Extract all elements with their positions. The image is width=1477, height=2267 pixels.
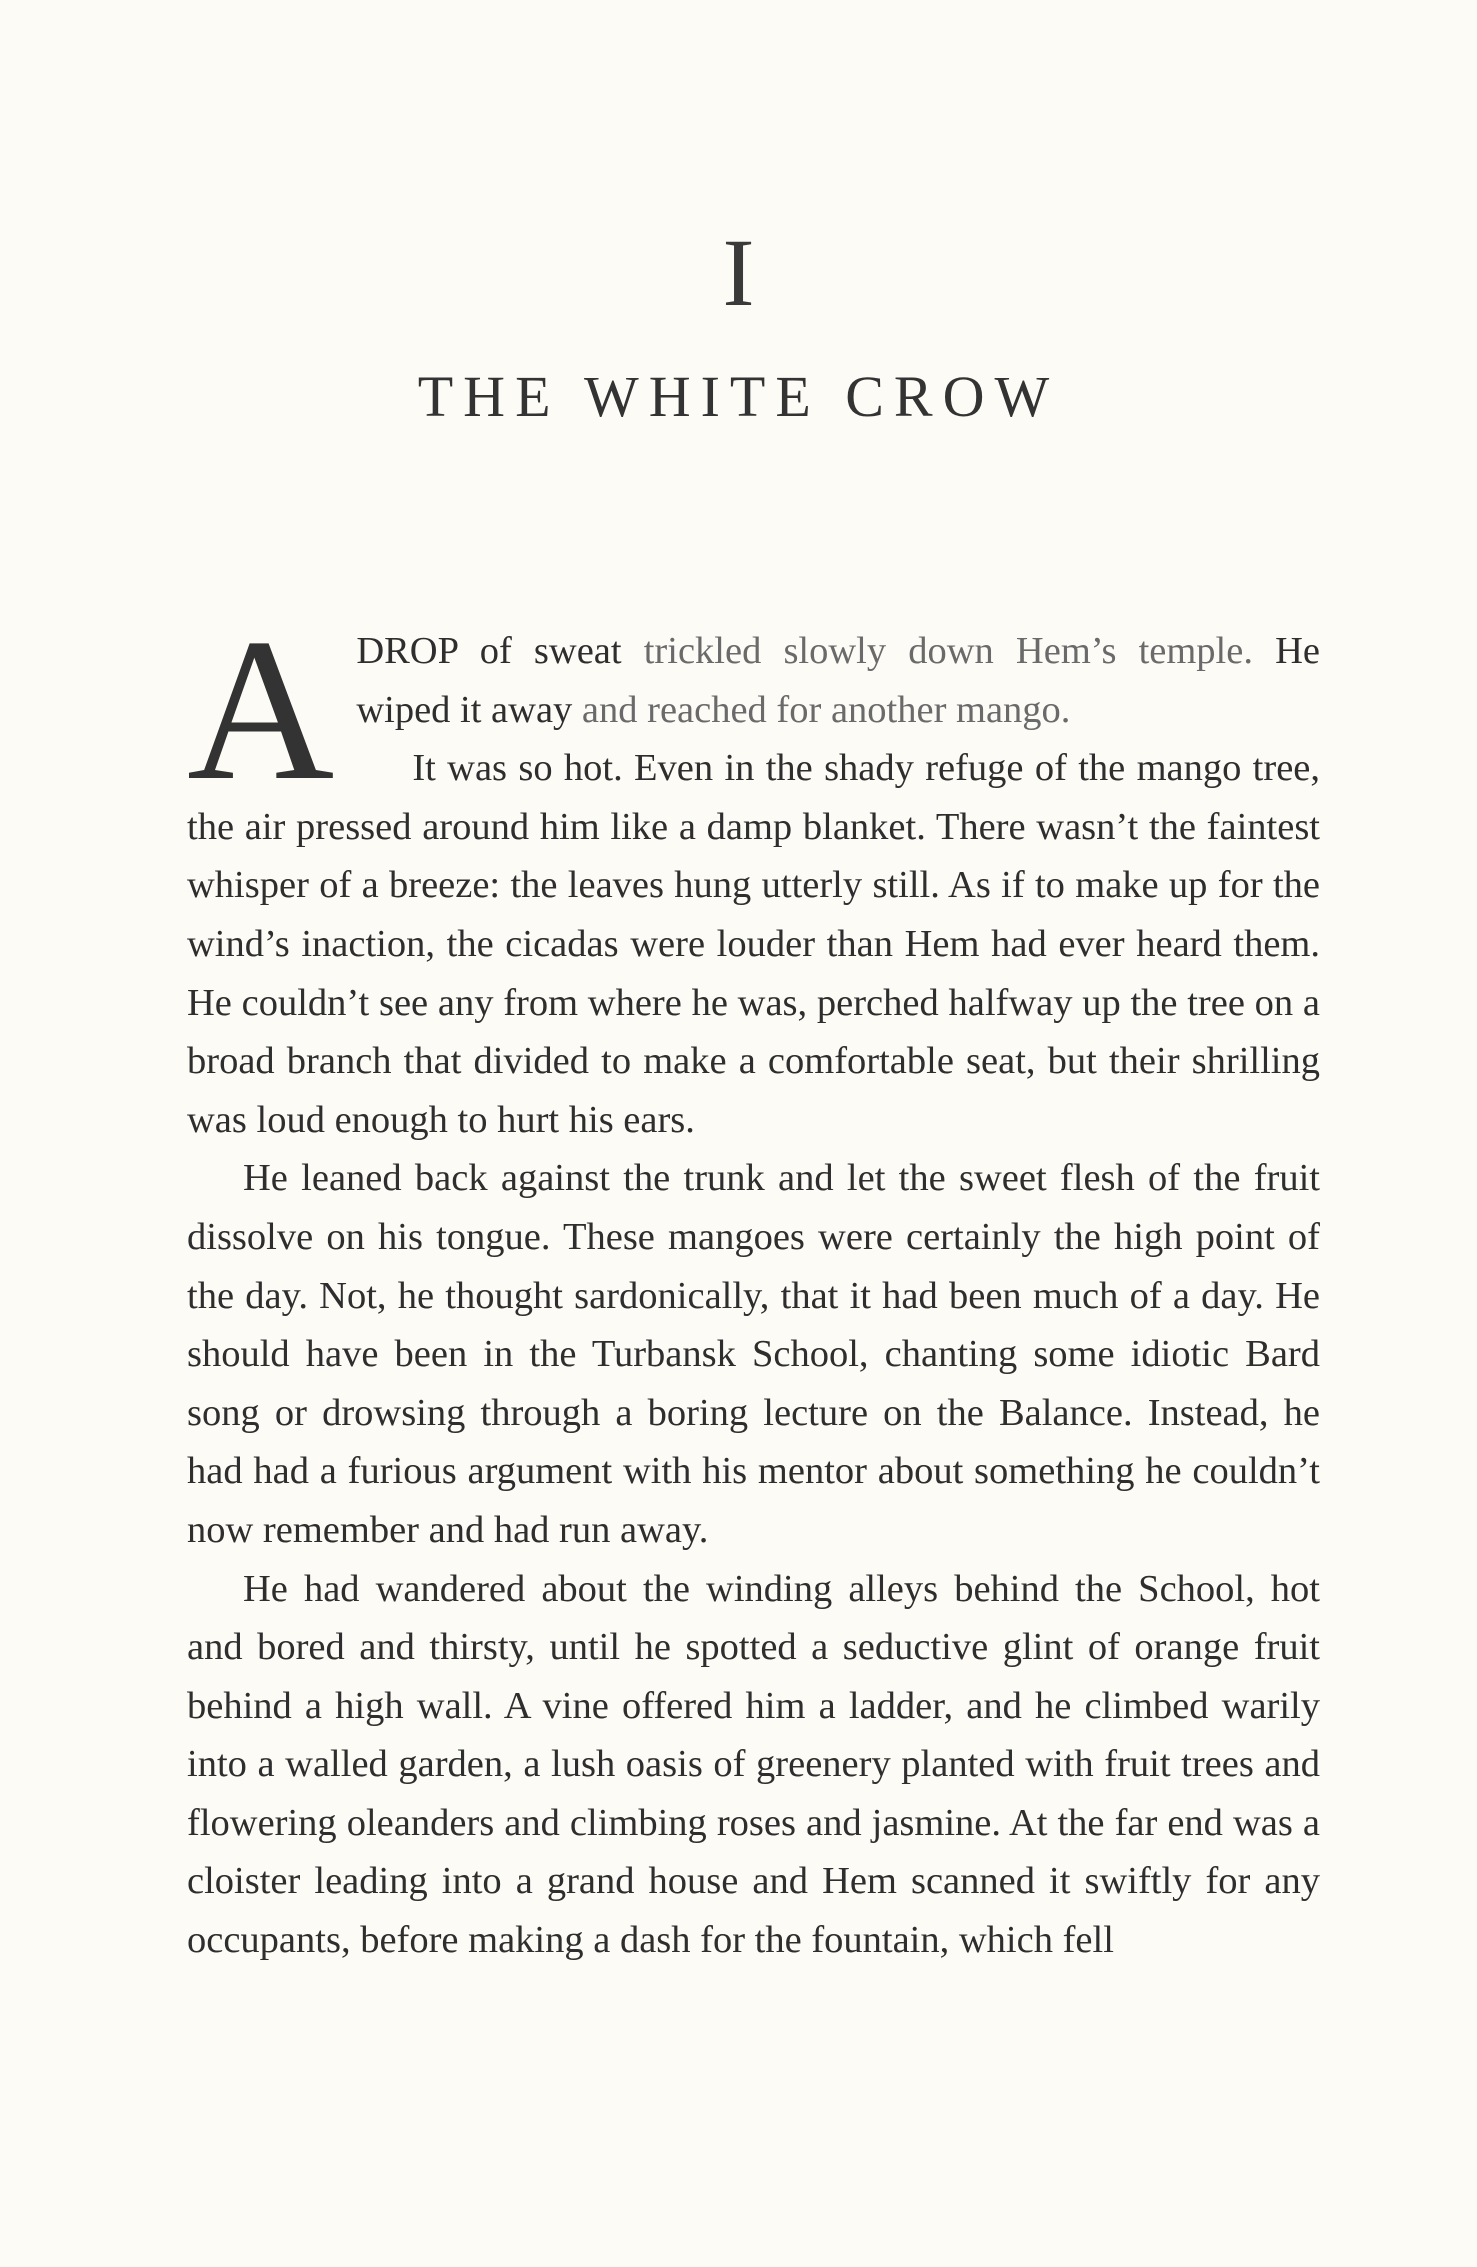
opening-text-c: He wiped it away bbox=[356, 630, 1321, 731]
chapter-number: I bbox=[722, 219, 755, 326]
paragraph: He leaned back against the trunk and let the sweet flesh of the fruit dissolve on his tongue. These mangoes were certainly the high point of the day. Not, he thought sardonically, that it had been much of a day. He should have been in the Turbansk School, chanting some idiotic Bard song or drowsing through a boring lecture on the Balance. Instead, he had had a furious argument with his mentor about something he couldn’t now remember and had run away. bbox=[187, 1157, 1320, 1551]
opening-word: DROP bbox=[356, 630, 458, 672]
opening-text-a: of sweat bbox=[457, 630, 644, 672]
paragraph: It was so hot. Even in the shady refuge of the mango tree, the air pressed around him like a damp blanket. There wasn’t the faintest whisper of a breeze: the leaves hung utterly still. As if to make up for the wind’s inaction, the cicadas were louder than Hem had ever heard them. He couldn’t see any from where he was, perched halfway up the tree on a broad branch that divided to make a comfortable seat, but their shrilling was loud enough to hurt his ears. bbox=[187, 747, 1320, 1141]
opening-text-b: trickled slowly down Hem’s temple. bbox=[643, 630, 1253, 672]
drop-cap: A bbox=[187, 597, 335, 823]
chapter-text bbox=[187, 597, 1321, 1970]
opening-paragraph bbox=[187, 597, 1321, 823]
paragraph: He had wandered about the winding alleys behind the School, hot and bored and thirsty, until he spotted a seductive glint of orange fruit behind a high wall. A vine offered him a ladder, and he climbed warily into a walled garden, a lush oasis of greenery planted with fruit trees and flowering oleanders and climbing roses and jasmine. At the far end was a cloister leading into a grand house and Hem scanned it swiftly for any occupants, before making a dash for the fountain, which fell bbox=[187, 1567, 1320, 1962]
chapter-title: THE WHITE CROW bbox=[417, 364, 1060, 429]
opening-text-d: and reached for another mango. bbox=[581, 688, 1071, 731]
